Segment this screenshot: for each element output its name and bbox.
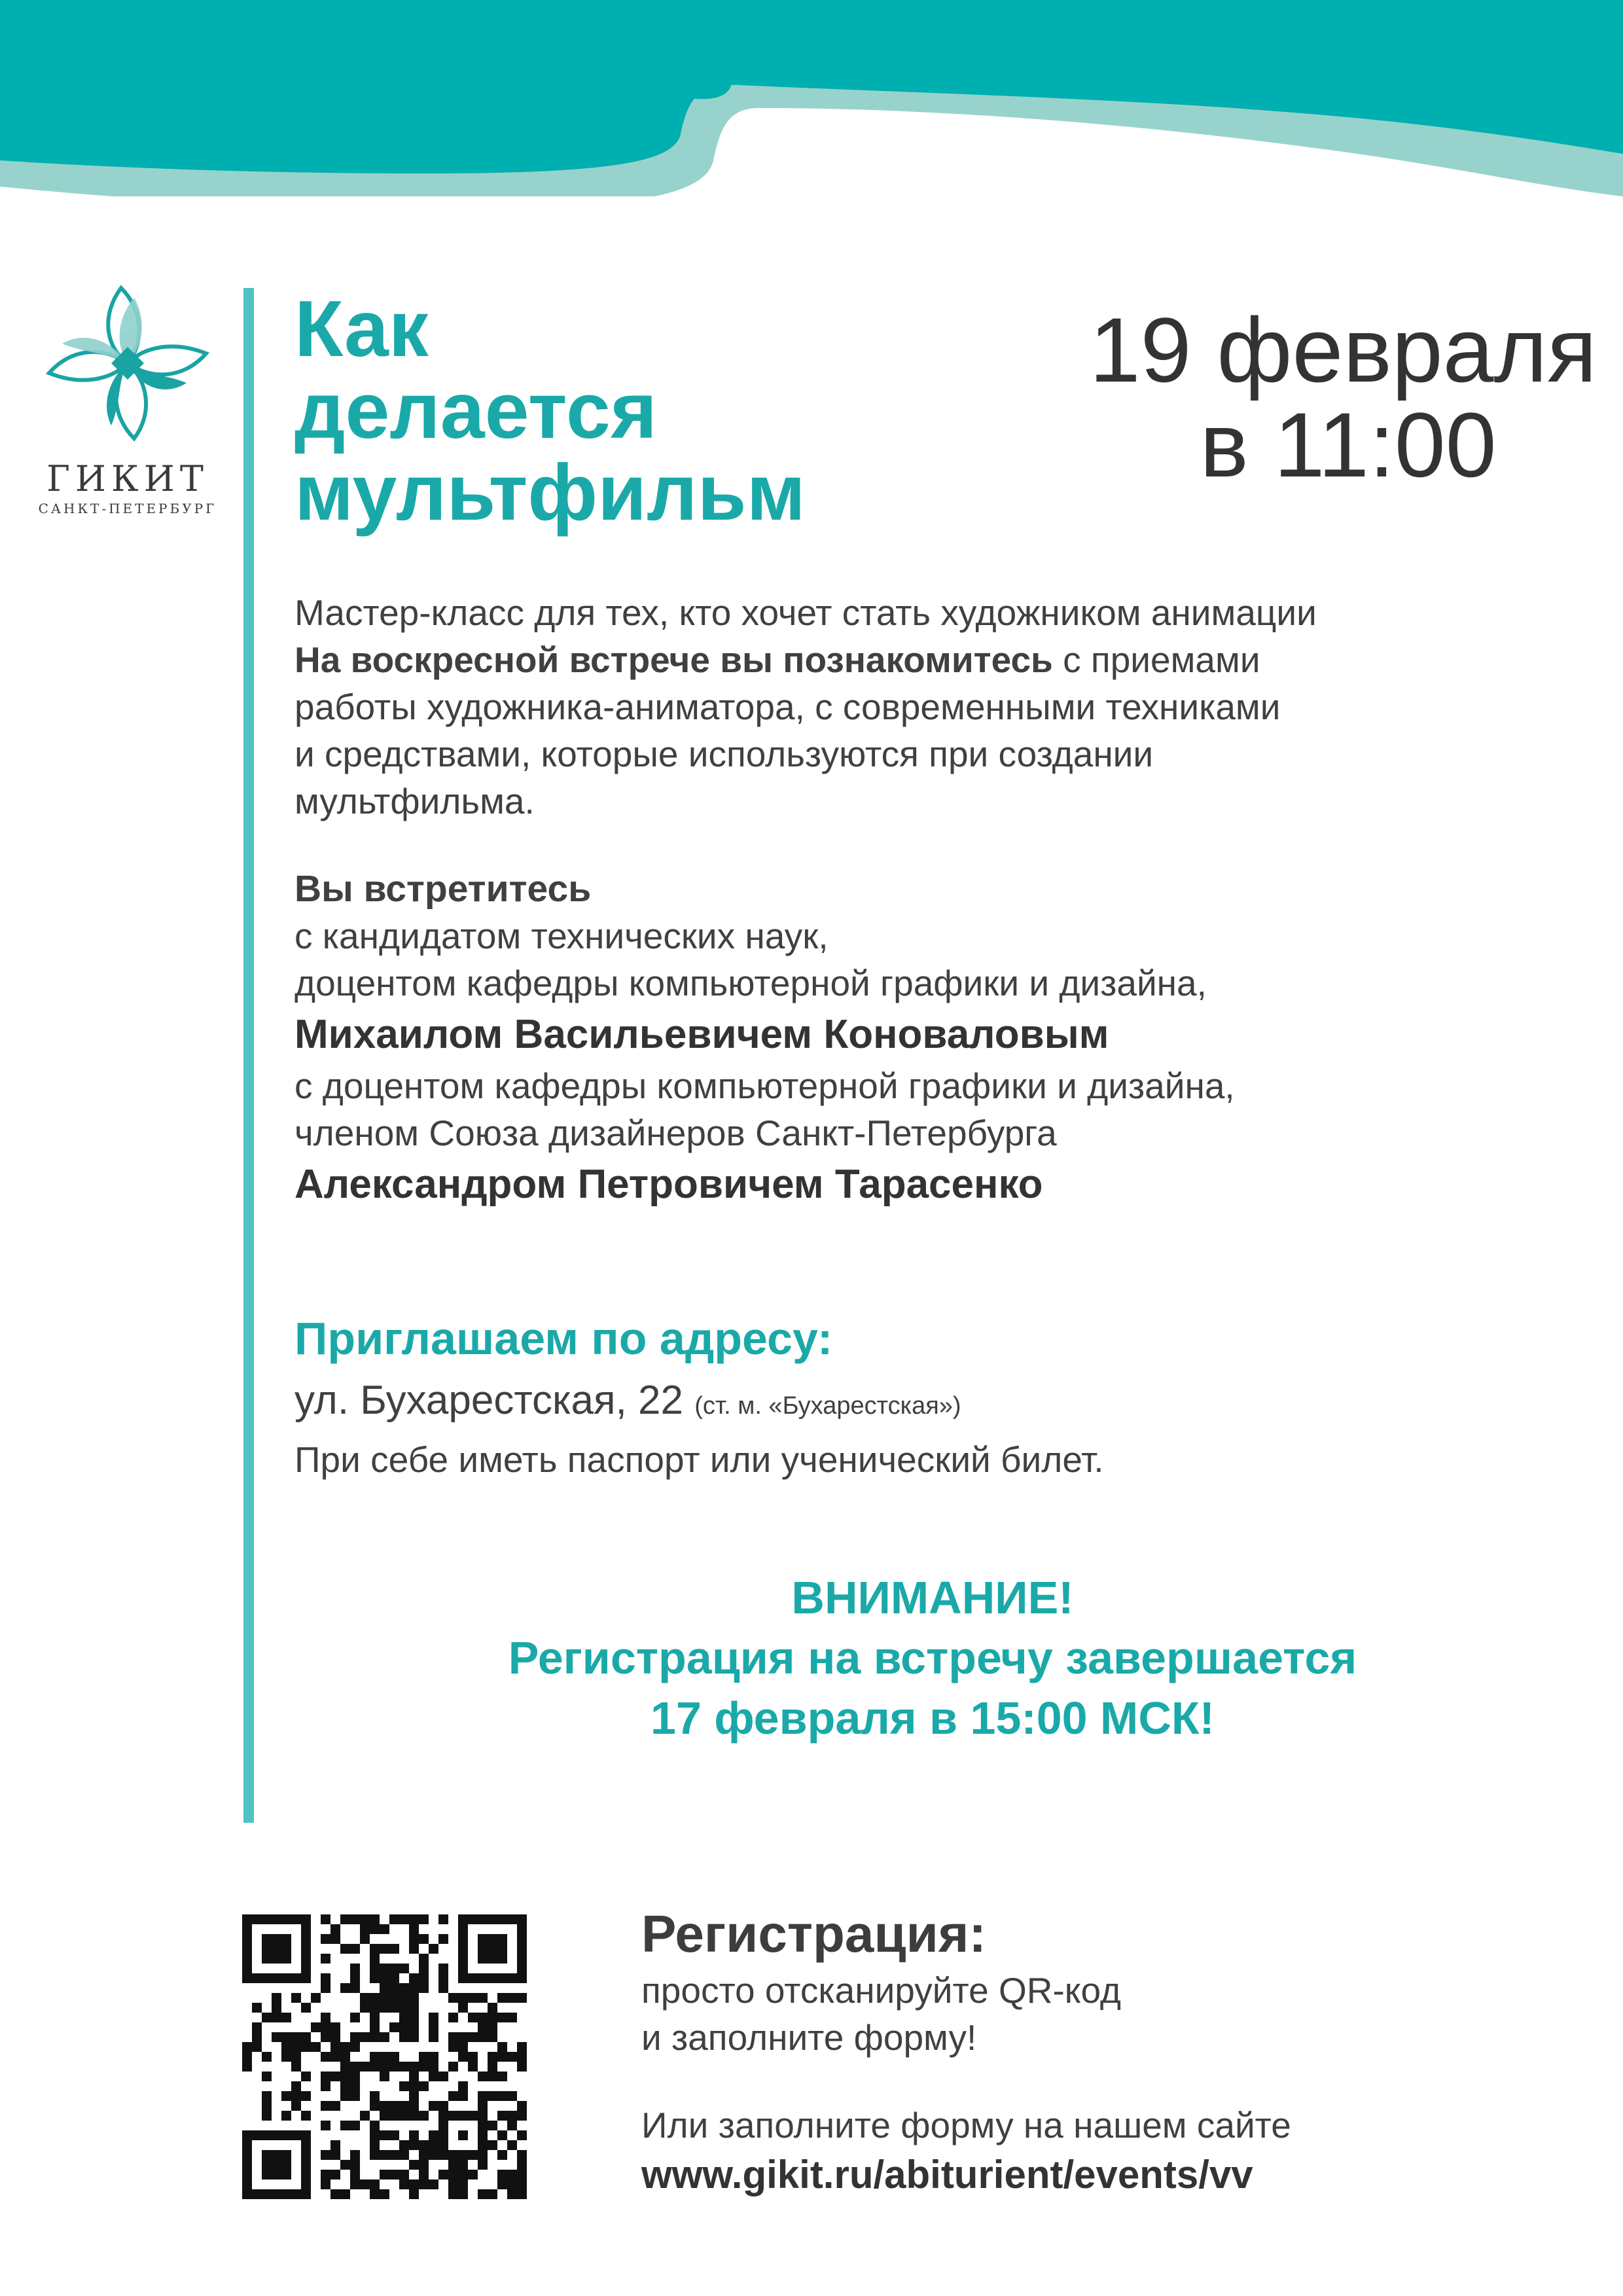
intro-subtitle: Мастер-класс для тех, кто хочет стать художником анимации: [294, 592, 1317, 633]
logo-name: ГИКИТ: [46, 458, 209, 499]
attention-line-2: Регистрация на встречу завершается: [508, 1632, 1357, 1683]
title-line-3: мультфильм: [294, 448, 806, 537]
event-date: [1008, 298, 1597, 496]
intro-lead-rest: с приемами: [1052, 639, 1260, 680]
header-wave: [0, 0, 1623, 196]
registration-heading: Регистрация:: [641, 1905, 987, 1963]
intro-line-2: работы художника-аниматора, с современными техниками: [294, 687, 1281, 727]
event-title: [294, 284, 806, 537]
intro-lead: [294, 636, 1597, 683]
address-street: ул. Бухарестская, 22: [294, 1378, 683, 1423]
address-heading: Приглашаем по адресу:: [294, 1313, 833, 1364]
speakers-heading: Вы встретитесь: [294, 868, 592, 910]
logo: [36, 275, 219, 516]
speaker-2-name: Александром Петровичем Тарасенко: [294, 1162, 1043, 1207]
title-line-1: Как: [294, 284, 429, 373]
logo-city: САНКТ-ПЕТЕРБУРГ: [38, 501, 217, 516]
speaker-1-line-2: доцентом кафедры компьютерной графики и дизайна,: [294, 963, 1207, 1003]
registration-section: [641, 1901, 1590, 2201]
speaker-2-line-2: членом Союза дизайнеров Санкт-Петербурга: [294, 1113, 1057, 1153]
address-line: [294, 1374, 1597, 1432]
speaker-1-line-1: с кандидатом технических наук,: [294, 916, 829, 956]
title-line-2: делается: [294, 366, 658, 455]
speaker-2-line-1: с доцентом кафедры компьютерной графики и дизайна,: [294, 1066, 1235, 1106]
attention-block: [294, 1568, 1571, 1748]
intro-line-3: и средствами, которые используются при создании: [294, 734, 1154, 774]
attention-line-1: ВНИМАНИЕ!: [791, 1572, 1074, 1623]
vertical-accent-line: [243, 288, 254, 1823]
registration-url-link[interactable]: www.gikit.ru/abiturient/events/vv: [641, 2153, 1253, 2197]
address-metro: (ст. м. «Бухарестская»): [694, 1392, 961, 1420]
address-section: [294, 1309, 1597, 1484]
flower-logo-icon: [39, 275, 216, 452]
intro-lead-bold: На воскресной встрече вы познакомитесь: [294, 639, 1053, 680]
attention-line-3: 17 февраля в 15:00 МСК!: [651, 1693, 1215, 1744]
speaker-1-name: Михаилом Васильевичем Коноваловым: [294, 1012, 1109, 1057]
date-line-2: в 11:00: [1200, 393, 1497, 496]
qr-code-icon[interactable]: [242, 1914, 527, 2199]
registration-line-3: Или заполните форму на нашем сайте: [641, 2105, 1291, 2145]
event-description: [294, 589, 1597, 1212]
registration-line-2: и заполните форму!: [641, 2017, 977, 2058]
date-line-1: 19 февраля: [1089, 298, 1597, 401]
intro-line-4: мультфильма.: [294, 781, 535, 821]
registration-line-1: просто отсканируйте QR-код: [641, 1970, 1121, 2011]
address-note: При себе иметь паспорт или ученический билет.: [294, 1439, 1104, 1480]
